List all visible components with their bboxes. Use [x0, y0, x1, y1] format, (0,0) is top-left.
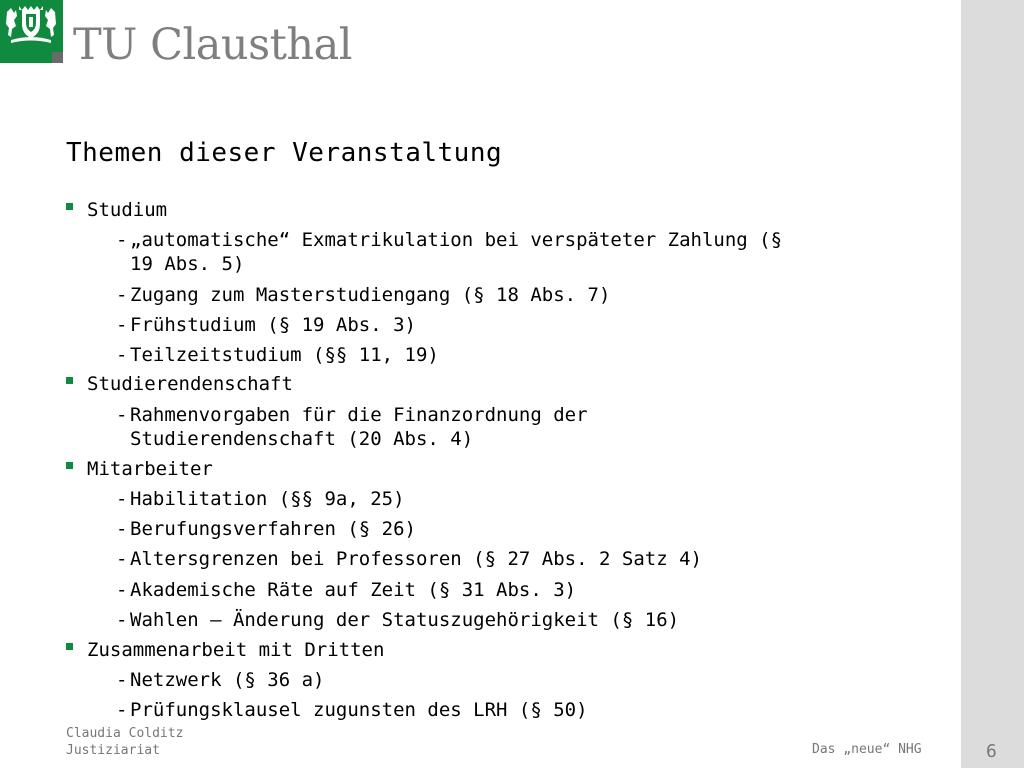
dash-marker: - [116, 609, 128, 631]
list-item-text: Zugang zum Masterstudiengang (§ 18 Abs. 7) [130, 284, 611, 306]
list-item-text: Frühstudium (§ 19 Abs. 3) [130, 314, 416, 336]
bullet-square-icon [66, 643, 73, 650]
footer-author-block [66, 725, 183, 759]
slide-title: Themen dieser Veranstaltung [66, 138, 503, 168]
dash-marker: - [116, 229, 128, 251]
dash-marker: - [116, 669, 128, 691]
list-item-text: Teilzeitstudium (§§ 11, 19) [130, 344, 439, 366]
bullet-square-icon [66, 377, 73, 384]
bullet-square-icon [66, 462, 73, 469]
page-number: 6 [986, 741, 997, 762]
section-label: Mitarbeiter [87, 458, 213, 480]
dash-marker: - [116, 699, 128, 721]
right-sidebar-band [961, 0, 1024, 768]
dash-marker: - [116, 404, 128, 426]
list-item-text: „automatische“ Exmatrikulation bei verspäteter Zahlung (§ [130, 229, 783, 251]
list-item-text: Berufungsverfahren (§ 26) [130, 518, 416, 540]
footer-department: Justiziariat [66, 743, 160, 758]
dash-marker: - [116, 314, 128, 336]
section-label: Studierendenschaft [87, 373, 293, 395]
section-label: Studium [87, 199, 168, 221]
list-item-text: Habilitation (§§ 9a, 25) [130, 488, 405, 510]
list-item-text: Wahlen – Änderung der Statuszugehörigkeit (§ 16) [130, 609, 680, 631]
dash-marker: - [116, 548, 128, 570]
section-label: Zusammenarbeit mit Dritten [87, 639, 385, 661]
dash-marker: - [116, 284, 128, 306]
list-item-text: 19 Abs. 5) [130, 253, 245, 275]
dash-marker: - [116, 518, 128, 540]
dash-marker: - [116, 579, 128, 601]
list-item-text: Rahmenvorgaben für die Finanzordnung der [130, 404, 588, 426]
dash-marker: - [116, 488, 128, 510]
list-item-text: Netzwerk (§ 36 a) [130, 669, 325, 691]
dash-marker: - [116, 344, 128, 366]
bullet-square-icon [66, 203, 73, 210]
footer-subject: Das „neue“ NHG [812, 742, 922, 757]
list-item-text: Prüfungsklausel zugunsten des LRH (§ 50) [130, 699, 588, 721]
institution-wordmark: TU Clausthal [73, 20, 353, 70]
list-item-text: Altersgrenzen bei Professoren (§ 27 Abs. 2 Satz 4) [130, 548, 702, 570]
list-item-text: Studierendenschaft (20 Abs. 4) [130, 428, 474, 450]
list-item-text: Akademische Räte auf Zeit (§ 31 Abs. 3) [130, 579, 577, 601]
footer-author: Claudia Colditz [66, 726, 184, 741]
